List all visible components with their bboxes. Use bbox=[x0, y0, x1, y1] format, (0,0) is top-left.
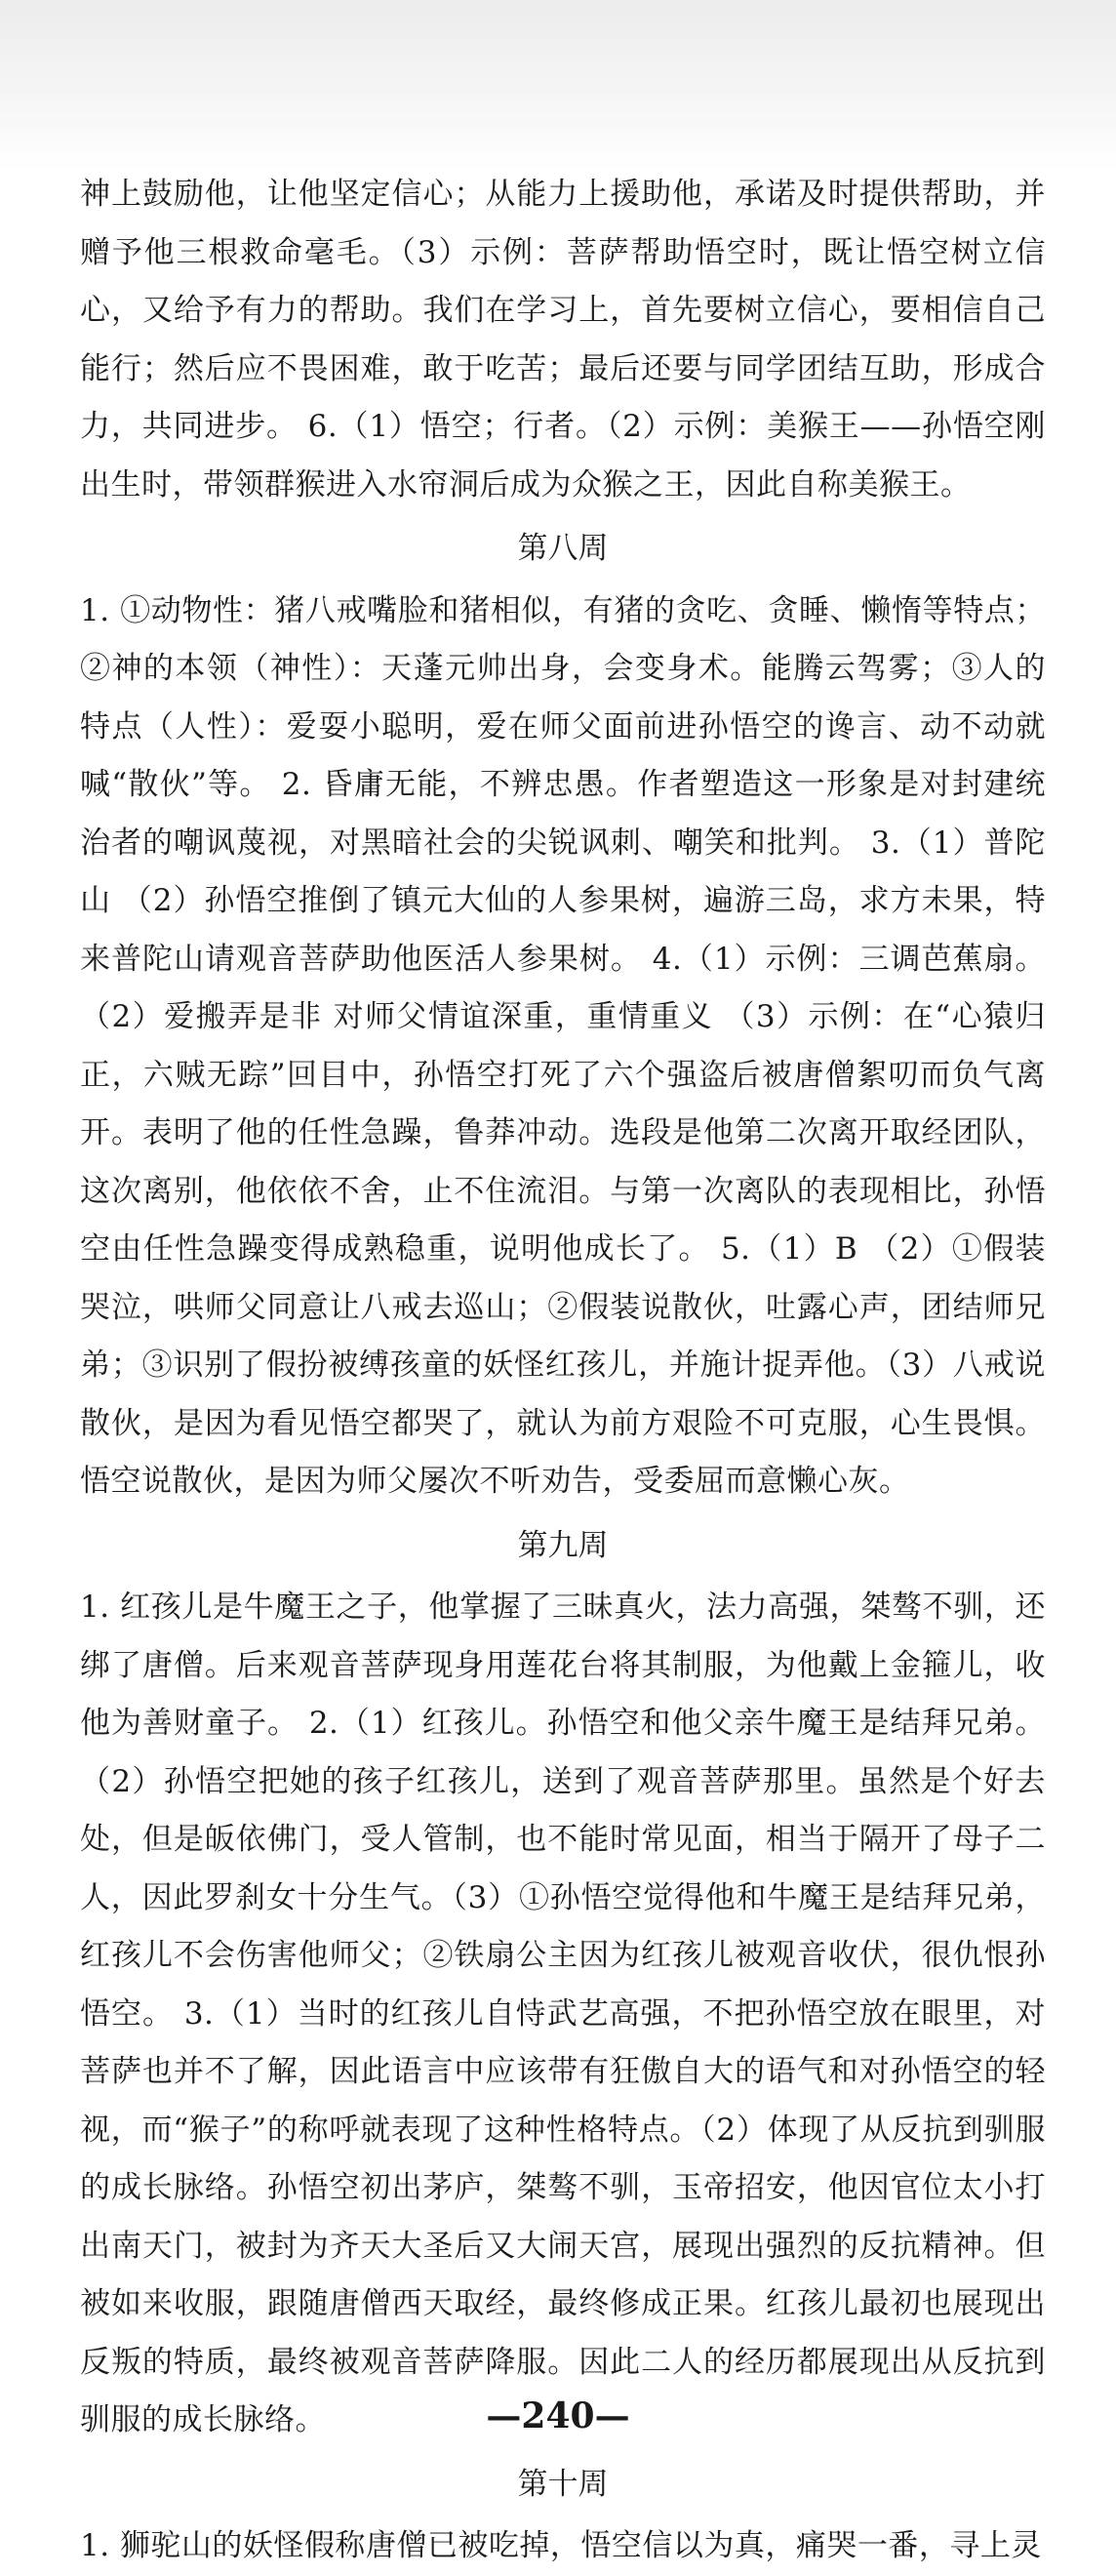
intro-paragraph: 神上鼓励他，让他坚定信心；从能力上援助他，承诺及时提供帮助，并赠予他三根救命毫毛。（3）示例：菩萨帮助悟空时，既让悟空树立信心，又给予有力的帮助。我们在学习上，首先要树立信心，要相信自己能行；然后应不畏困难，敢于吃苦；最后还要与同学团结互助，形成合力，共同进步。 6.（1）悟空；行者。（2）示例：美猴王——孙悟空刚出生时，带领群猴进入水帘洞后成为众猴之王，因此自称美猴王。 bbox=[80, 177, 1046, 503]
section-title: 第十周 bbox=[517, 2466, 609, 2502]
document-page bbox=[80, 166, 1046, 2576]
scan-header-band bbox=[0, 0, 1116, 171]
section-week-8 bbox=[80, 520, 1046, 1511]
section-title: 第八周 bbox=[517, 531, 609, 566]
section-week-10 bbox=[80, 2456, 1046, 2576]
section-text: 1. 红孩儿是牛魔王之子，他掌握了三昧真火，法力高强，桀骜不驯，还绑了唐僧。后来观音菩萨现身用莲花台将其制服，为他戴上金箍儿，收他为善财童子。 2.（1）红孩儿。孙悟空和他父亲牛魔王是结拜兄弟。（2）孙悟空把她的孩子红孩儿，送到了观音菩萨那里。虽然是个好去处，但是皈依佛门，受人管制，也不能时常见面，相当于隔开了母子二人，因此罗刹女十分生气。（3）①孙悟空觉得他和牛魔王是结拜兄弟，红孩儿不会伤害他师父；②铁扇公主因为红孩儿被观音收伏，很仇恨孙悟空。 3.（1）当时的红孩儿自恃武艺高强，不把孙悟空放在眼里，对菩萨也并不了解，因此语言中应该带有狂傲自大的语气和对孙悟空的轻视，而“猴子”的称呼就表现了这种性格特点。（2）体现了从反抗到驯服的成长脉络。孙悟空初出茅庐，桀骜不驯，玉帝招安，他因官位太小打出南天门，被封为齐天大圣后又大闹天宫，展现出强烈的反抗精神。但被如来收服，跟随唐僧西天取经，最终修成正果。红孩儿最初也展现出反叛的特质，最终被观音菩萨降服。因此二人的经历都展现出从反抗到驯服的成长脉络。 bbox=[80, 1590, 1046, 2437]
section-week-9 bbox=[80, 1517, 1046, 2450]
section-text: 1. 狮驼山的妖怪假称唐僧已被吃掉，悟空信以为真，痛哭一番，寻上灵 bbox=[80, 2528, 1042, 2563]
page-number: —240— bbox=[486, 2395, 630, 2436]
section-text: 1. ①动物性：猪八戒嘴脸和猪相似，有猪的贪吃、贪睡、懒惰等特点；②神的本领（神性）：天蓬元帅出身，会变身术。能腾云驾雾；③人的特点（人性）：爱耍小聪明，爱在师父面前进孙悟空的谗言、动不动就喊“散伙”等。 2. 昏庸无能，不辨忠愚。作者塑造这一形象是对封建统治者的嘲讽蔑视，对黑暗社会的尖锐讽刺、嘲笑和批判。 3.（1）普陀山 （2）孙悟空推倒了镇元大仙的人参果树，遍游三岛，求方未果，特来普陀山请观音菩萨助他医活人参果树。 4.（1）示例：三调芭蕉扇。（2）爱搬弄是非 对师父情谊深重，重情重义 （3）示例：在“心猿归正，六贼无踪”回目中，孙悟空打死了六个强盗后被唐僧絮叨而负气离开。表明了他的任性急躁，鲁莽冲动。选段是他第二次离开取经团队，这次离别，他依依不舍，止不住流泪。与第一次离队的表现相比，孙悟空由任性急躁变得成熟稳重，说明他成长了。 5.（1）B （2）①假装哭泣，哄师父同意让八戒去巡山；②假装说散伙，吐露心声，团结师兄弟；③识别了假扮被缚孩童的妖怪红孩儿，并施计捉弄他。（3）八戒说散伙，是因为看见悟空都哭了，就认为前方艰险不可克服，心生畏惧。悟空说散伙，是因为师父屡次不听劝告，受委屈而意懒心灰。 bbox=[80, 592, 1046, 1499]
section-title: 第九周 bbox=[517, 1527, 609, 1563]
